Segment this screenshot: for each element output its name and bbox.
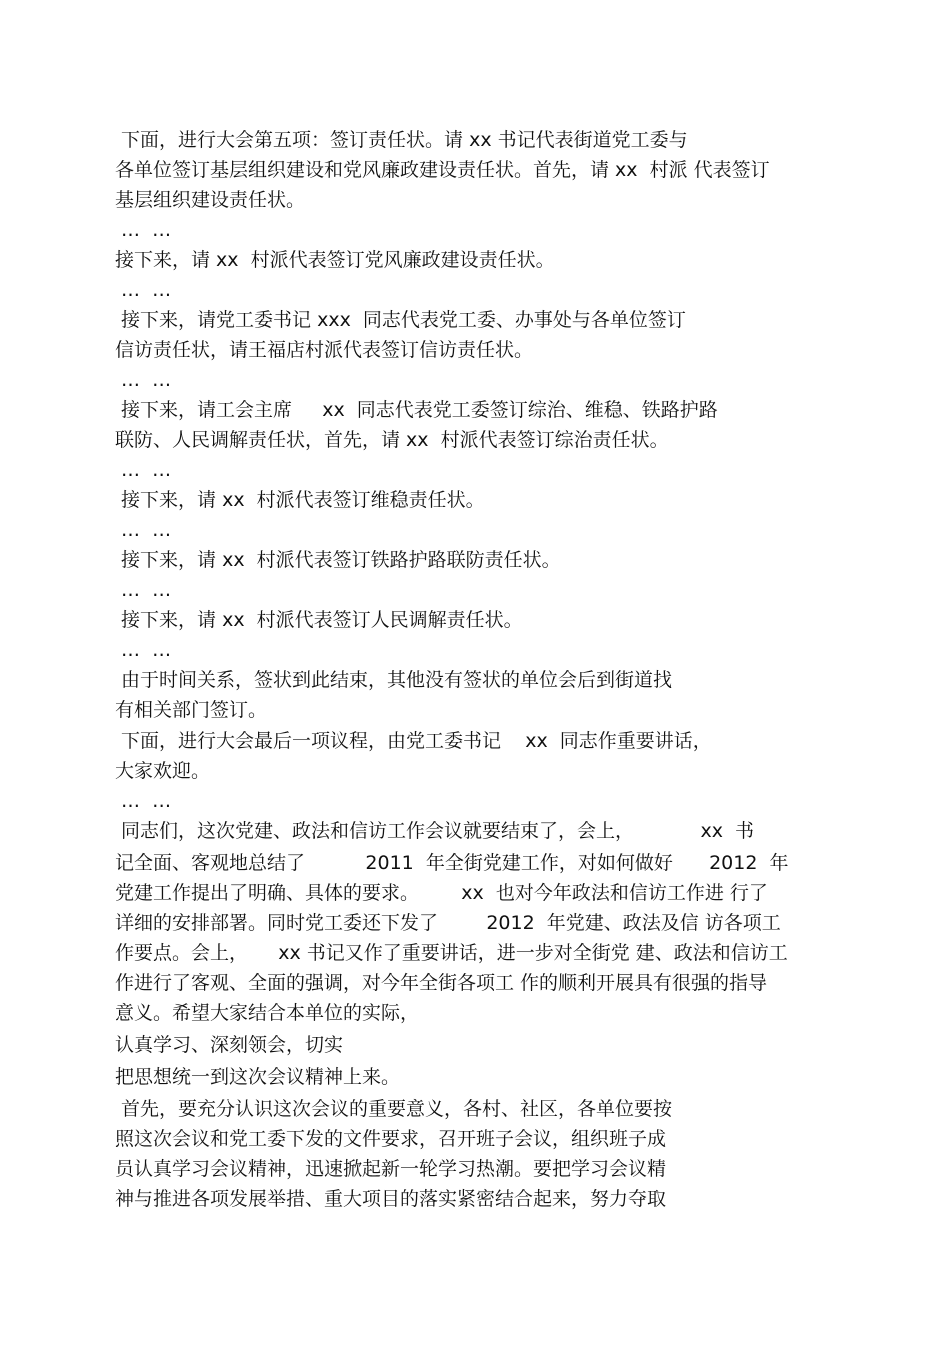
text-line: 接下来，请党工委书记 xxx 同志代表党工委、办事处与各单位签订	[115, 309, 686, 331]
text-line: 照这次会议和党工委下发的文件要求，召开班子会议，组织班子成	[115, 1128, 667, 1150]
text-line: … …	[115, 579, 172, 601]
text-line: 意义。希望大家结合本单位的实际，	[115, 1002, 420, 1024]
text-line: 记全面、客观地总结了 2011 年全街党建工作，对如何做好 2012 年	[115, 852, 789, 874]
text-line: 首先，要充分认识这次会议的重要意义，各村、社区，各单位要按	[115, 1098, 673, 1120]
text-line: 神与推进各项发展举措、重大项目的落实紧密结合起来，努力夺取	[115, 1188, 667, 1210]
text-line: … …	[115, 519, 172, 541]
text-line: … …	[115, 790, 172, 812]
text-line: 详细的安排部署。同时党工委还下发了 2012 年党建、政法及信 访各项工	[115, 912, 781, 934]
text-line: … …	[115, 459, 172, 481]
text-line: 联防、人民调解责任状，首先，请 xx 村派代表签订综治责任状。	[115, 429, 669, 451]
text-line: 大家欢迎。	[115, 760, 211, 782]
text-line: 下面，进行大会第五项：签订责任状。请 xx 书记代表街道党工委与	[115, 129, 688, 151]
text-line: 接下来，请 xx 村派代表签订党风廉政建设责任状。	[115, 249, 555, 271]
text-line: 各单位签订基层组织建设和党风廉政建设责任状。首先，请 xx 村派 代表签订	[115, 159, 770, 181]
text-line: 基层组织建设责任状。	[115, 189, 306, 211]
text-line: 党建工作提出了明确、具体的要求。 xx 也对今年政法和信访工作进 行了	[115, 882, 768, 904]
text-line: … …	[115, 369, 172, 391]
text-line: 作进行了客观、全面的强调，对今年全街各项工 作的顺利开展具有很强的指导	[115, 972, 768, 994]
text-line: … …	[115, 219, 172, 241]
text-line: 把思想统一到这次会议精神上来。	[115, 1066, 401, 1088]
text-line: 下面，进行大会最后一项议程，由党工委书记 xx 同志作重要讲话，	[115, 730, 712, 752]
text-line: 信访责任状，请王福店村派代表签订信访责任状。	[115, 339, 534, 361]
text-line: 作要点。会上， xx 书记又作了重要讲话，进一步对全街党 建、政法和信访工	[115, 942, 788, 964]
text-line: 接下来，请工会主席 xx 同志代表党工委签订综治、维稳、铁路护路	[115, 399, 718, 421]
text-line: 同志们，这次党建、政法和信访工作会议就要结束了，会上， xx 书	[115, 820, 755, 842]
text-line: 认真学习、深刻领会，切实	[115, 1034, 344, 1056]
text-line: … …	[115, 639, 172, 661]
text-line: 接下来，请 xx 村派代表签订维稳责任状。	[115, 489, 485, 511]
text-line: 有相关部门签订。	[115, 699, 268, 721]
text-line: 接下来，请 xx 村派代表签订人民调解责任状。	[115, 609, 523, 631]
text-line: … …	[115, 279, 172, 301]
text-line: 员认真学习会议精神，迅速掀起新一轮学习热潮。要把学习会议精	[115, 1158, 667, 1180]
text-line: 接下来，请 xx 村派代表签订铁路护路联防责任状。	[115, 549, 561, 571]
text-line: 由于时间关系，签状到此结束，其他没有签状的单位会后到街道找	[115, 669, 673, 691]
